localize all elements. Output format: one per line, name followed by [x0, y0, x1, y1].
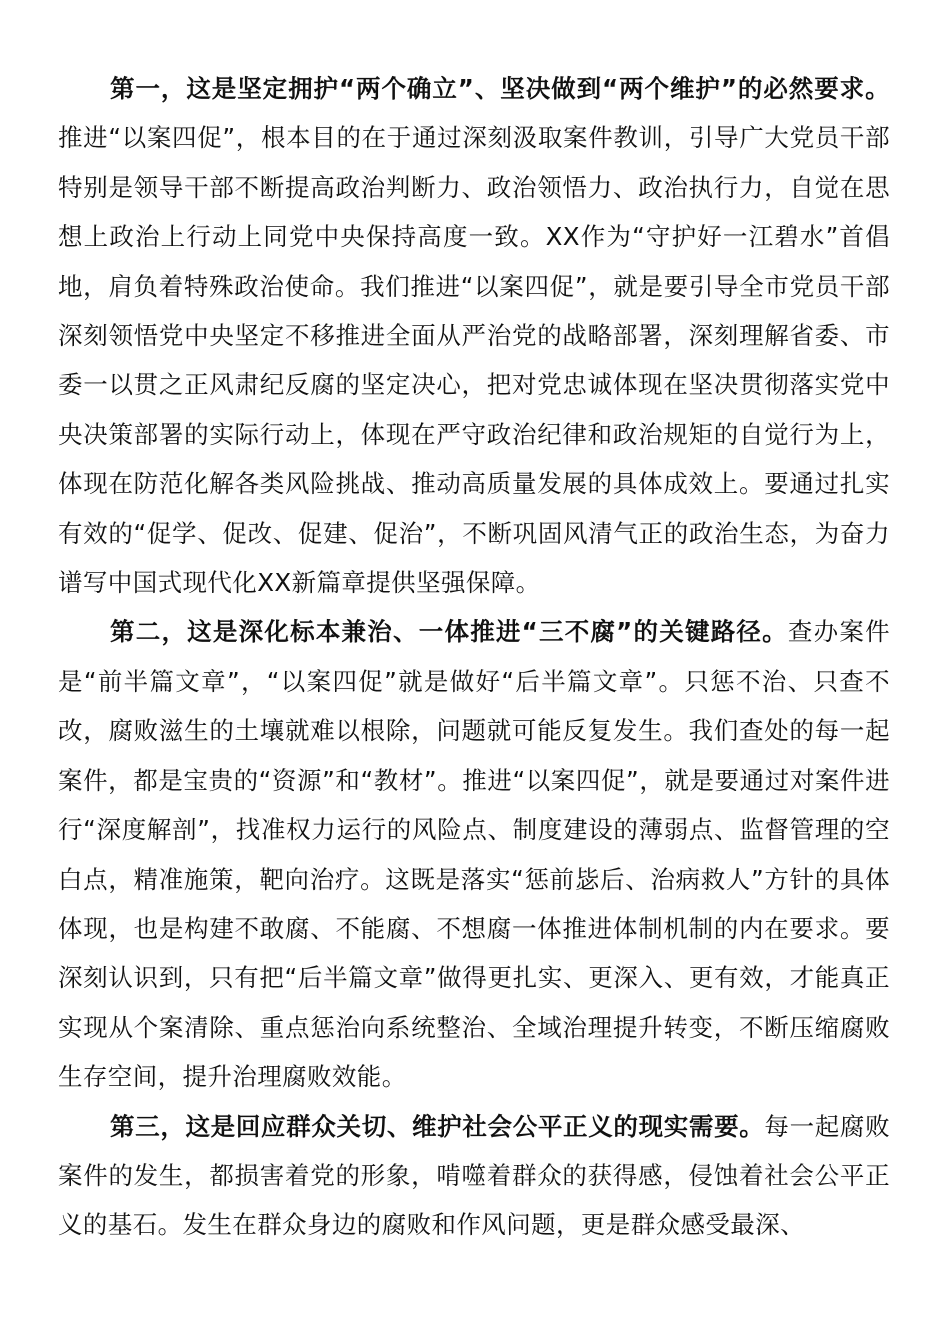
paragraph-first-heading: 第一，这是坚定拥护“两个确立”、坚决做到“两个维护”的必然要求。 — [110, 74, 890, 103]
paragraph-second-body: 查办案件是“前半篇文章”，“以案四促”就是做好“后半篇文章”。只惩不治、只查不改，腐败滋生的土壤就难以根除，问题就可能反复发生。我们查处的每一起案件，都是宝贵的“资源”和“教材”。推进“以案四促”，就是要通过对案件进行“深度解剖”，找准权力运行的风险点、制度建设的薄弱点、监督管理的空白点，精准施策，靶向治疗。这既是落实“惩前毖后、治病救人”方针的具体体现，也是构建不敢腐、不能腐、不想腐一体推进体制机制的内在要求。要深刻认识到，只有把“后半篇文章”做得更扎实、更深入、更有效，才能真正实现从个案清除、重点惩治向系统整治、全域治理提升转变，不断压缩腐败生存空间，提升治理腐败效能。 — [58, 617, 890, 1092]
paragraph-third-heading: 第三，这是回应群众关切、维护社会公平正义的现实需要。 — [110, 1111, 765, 1141]
paragraph-first — [58, 64, 890, 607]
paragraph-second-heading: 第二，这是深化标本兼治、一体推进“三不腐”的关键路径。 — [110, 617, 788, 647]
paragraph-second — [58, 607, 890, 1101]
paragraph-first-body: 推进“以案四促”，根本目的在于通过深刻汲取案件教训，引导广大党员干部特别是领导干部不断提高政治判断力、政治领悟力、政治执行力，自觉在思想上政治上行动上同党中央保持高度一致。XX作为“守护好一江碧水”首倡地，肩负着特殊政治使命。我们推进“以案四促”，就是要引导全市党员干部深刻领悟党中央坚定不移推进全面从严治党的战略部署，深刻理解省委、市委一以贯之正风肃纪反腐的坚定决心，把对党忠诚体现在坚决贯彻落实党中央决策部署的实际行动上，体现在严守政治纪律和政治规矩的自觉行为上，体现在防范化解各类风险挑战、推动高质量发展的具体成效上。要通过扎实有效的“促学、促改、促建、促治”，不断巩固风清气正的政治生态，为奋力谱写中国式现代化XX新篇章提供坚强保障。 — [58, 123, 890, 598]
paragraph-third-body: 每一起腐败案件的发生，都损害着党的形象，啃噬着群众的获得感，侵蚀着社会公平正义的基石。发生在群众身边的腐败和作风问题，更是群众感受最深、 — [58, 1111, 891, 1240]
paragraph-third — [58, 1102, 890, 1250]
document-page — [58, 64, 890, 1250]
